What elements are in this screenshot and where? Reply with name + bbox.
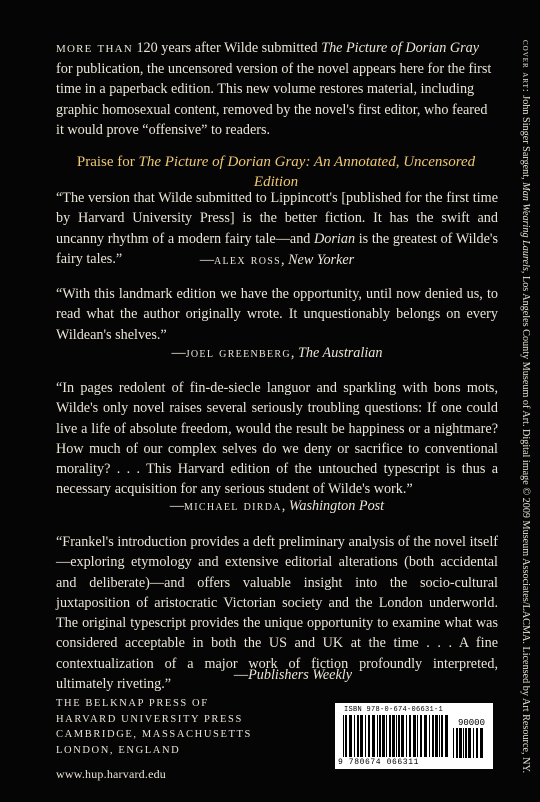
imprint-line: THE BELKNAP PRESS OF bbox=[56, 698, 209, 709]
attribution-author: michael dirda bbox=[184, 498, 282, 514]
barcode-bar bbox=[345, 715, 347, 757]
quote-italic: Dorian bbox=[314, 230, 356, 247]
barcode bbox=[335, 703, 493, 769]
isbn-label: ISBN 978-0-674-06631-1 bbox=[344, 706, 444, 714]
barcode-bar bbox=[480, 728, 483, 758]
barcode-bar bbox=[468, 728, 471, 758]
barcode-bar bbox=[386, 715, 387, 757]
barcode-bar bbox=[389, 715, 391, 757]
attribution-ross: —alex ross, New Yorker bbox=[199, 252, 355, 268]
barcode-bar bbox=[459, 728, 462, 758]
imprint-line: LONDON, ENGLAND bbox=[56, 744, 181, 756]
praise-heading bbox=[56, 152, 496, 192]
credit-text-end: , Los Angeles County Museum of Art. Digital image © 2009 Museum Associates/LACMA. Licensed by Art Resource, NY. bbox=[520, 270, 531, 774]
barcode-bar bbox=[368, 715, 370, 757]
barcode-bar bbox=[432, 715, 434, 757]
barcode-bar bbox=[435, 715, 438, 757]
credit-artwork: Man Wearing Laurels bbox=[520, 182, 531, 271]
barcode-bar bbox=[401, 715, 404, 757]
attribution-publication: Publishers Weekly bbox=[248, 667, 352, 683]
attribution-dirda: —michael dirda, Washington Post bbox=[169, 498, 385, 514]
barcode-bar bbox=[379, 715, 381, 757]
barcode-bar bbox=[473, 728, 474, 758]
attribution-publication: New Yorker bbox=[288, 252, 355, 268]
publisher-imprint bbox=[56, 696, 286, 758]
attribution-author: alex ross bbox=[214, 252, 281, 268]
quote-text: “Frankel's introduction provides a deft preliminary analysis of the novel itself—exploring etymology and extensive editorial alterations (both accidental and deliberate)—and offers valuable insight into the socio-cultural juxtaposition of aristocratic Victorian society and the London underworld. The original typescript provides the unique opportunity to examine what was considered acceptable in both the US and UK at the time . . . A fine contextualization of a major work of fiction profoundly interpreted, ultimately riveting.” bbox=[56, 534, 498, 693]
barcode-bar bbox=[439, 715, 440, 757]
credit-label: cover art: bbox=[520, 40, 531, 93]
intro-text-1: 120 years after Wilde submitted bbox=[132, 40, 322, 56]
barcode-bar bbox=[349, 715, 352, 757]
barcode-bar bbox=[360, 715, 363, 757]
barcode-bar bbox=[406, 715, 407, 757]
barcode-bar bbox=[465, 728, 467, 758]
quote-text: “With this landmark edition we have the opportunity, until now denied us, to read what the author originally wrote. It unquestionably belongs on every Wildean's shelves.” bbox=[56, 286, 498, 343]
praise-prefix: Praise for bbox=[76, 154, 139, 170]
ean-barcode-bars bbox=[343, 715, 449, 759]
barcode-bar bbox=[429, 715, 430, 757]
barcode-bar bbox=[357, 715, 359, 757]
quote-greenberg bbox=[56, 284, 498, 345]
barcode-bar bbox=[413, 715, 416, 757]
barcode-bar bbox=[392, 715, 395, 757]
barcode-bar bbox=[453, 728, 454, 758]
price-code: 90000 bbox=[457, 718, 485, 728]
barcode-bar bbox=[372, 715, 375, 757]
barcode-bar bbox=[365, 715, 366, 757]
credit-text: John Singer Sargent, bbox=[520, 92, 531, 183]
barcode-bar bbox=[409, 715, 411, 757]
intro-paragraph bbox=[56, 38, 498, 141]
barcode-bar bbox=[354, 715, 355, 757]
price-barcode-bars bbox=[453, 728, 485, 760]
intro-text-2: for publication, the uncensored version of the novel appears here for the first time in a paperback edition. This new volume restores material, including graphic homosexual content, removed by the novel's first editor, who feared it would prove “offensive” to readers. bbox=[56, 60, 492, 138]
barcode-bar bbox=[396, 715, 397, 757]
attribution-publication: Washington Post bbox=[288, 498, 385, 514]
intro-lead: more than bbox=[56, 40, 133, 56]
barcode-bar bbox=[377, 715, 378, 757]
praise-title: The Picture of Dorian Gray: An Annotated, Uncensored Edition bbox=[138, 154, 476, 190]
attribution-publishers-weekly: —Publishers Weekly bbox=[233, 667, 352, 683]
barcode-bar bbox=[441, 715, 443, 757]
attribution-publication: The Australian bbox=[297, 345, 383, 361]
barcode-bar bbox=[420, 715, 422, 757]
barcode-bar bbox=[424, 715, 427, 757]
barcode-bar bbox=[343, 715, 344, 757]
attribution-greenberg: —joel greenberg, The Australian bbox=[171, 345, 383, 361]
imprint-line: CAMBRIDGE, MASSACHUSETTS bbox=[56, 729, 252, 741]
quote-text: “In pages redolent of fin-de-siecle languor and sparkling with bons mots, Wilde's only novel raises several seriously troubling questions: If one could live a life of absolute freedom, would the result be happiness or a nightmare? How much of our complex selves do we deny or sacrifice to conventional morality? . . . This Harvard edition of the untouched typescript is thus a necessary acquisition for any serious student of Wilde's work.” bbox=[56, 380, 498, 498]
attribution-author: joel greenberg bbox=[185, 345, 291, 361]
cover-art-credit bbox=[517, 40, 533, 782]
quote-text: “The version that Wilde submitted to Lippincott's [published for the first time by Harvard University Press] is the better fiction. It has the swift and uncanny rhythm of a modern fairy tale—and bbox=[56, 190, 498, 247]
ean-digits: 9 780674 066311 bbox=[338, 758, 420, 767]
barcode-bar bbox=[417, 715, 418, 757]
quote-dirda bbox=[56, 378, 498, 500]
barcode-bar bbox=[456, 728, 458, 758]
intro-book-title: The Picture of Dorian Gray bbox=[321, 40, 480, 56]
barcode-bar bbox=[476, 728, 478, 758]
quote-text-end: is the greatest of Wilde's fairy tales.” bbox=[56, 230, 498, 267]
imprint-line: HARVARD UNIVERSITY PRESS bbox=[56, 713, 243, 725]
publisher-url: www.hup.harvard.edu bbox=[56, 767, 166, 781]
barcode-bar bbox=[398, 715, 400, 757]
barcode-bar bbox=[382, 715, 385, 757]
barcode-bar bbox=[445, 715, 448, 757]
barcode-bar bbox=[463, 728, 464, 758]
